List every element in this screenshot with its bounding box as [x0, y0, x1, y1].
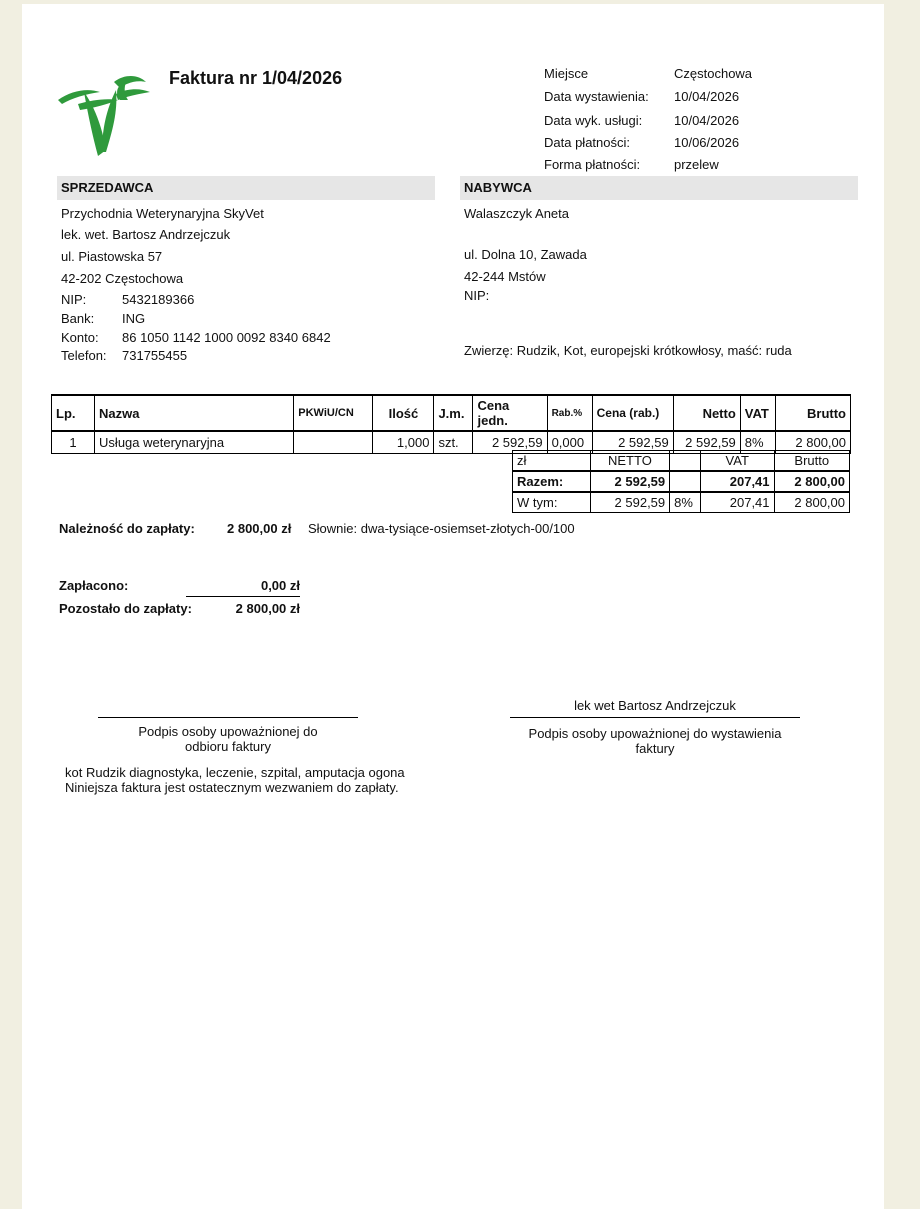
buyer-animal: Zwierzę: Rudzik, Kot, europejski krótkowłosy, maść: ruda	[464, 343, 792, 358]
col-pkwiu: PKWiU/CN	[294, 395, 373, 431]
summary-table	[512, 450, 850, 513]
col-name: Nazwa	[95, 395, 294, 431]
item-unit: szt.	[434, 431, 473, 454]
meta-label-payment-form: Forma płatności:	[544, 157, 641, 172]
invoice-title: Faktura nr 1/04/2026	[169, 68, 343, 88]
note-line-1: kot Rudzik diagnostyka, leczenie, szpital, amputacja ogona	[65, 765, 405, 780]
seller-bank: ING	[122, 311, 146, 326]
summary-currency: zł	[513, 451, 591, 472]
summary-breakdown-row	[513, 492, 850, 513]
item-vat: 8%	[740, 431, 775, 454]
left-signature-caption-1: Podpis osoby upoważnionej do	[138, 724, 318, 739]
left-signature-line	[98, 717, 358, 718]
note-line-2: Niniejsza faktura jest ostatecznym wezwaniem do zapłaty.	[65, 780, 399, 795]
right-signature-caption-2: faktury	[635, 741, 675, 756]
seller-phone-label: Telefon:	[61, 348, 107, 363]
summary-breakdown-label: W tym:	[513, 492, 591, 513]
seller-phone: 731755455	[122, 348, 188, 363]
seller-account: 86 1050 1142 1000 0092 8340 6842	[122, 330, 331, 345]
clinic-logo-icon	[58, 70, 152, 158]
remaining-label: Pozostało do zapłaty:	[59, 601, 192, 616]
summary-vat-header: VAT	[700, 451, 774, 472]
buyer-street: ul. Dolna 10, Zawada	[464, 247, 587, 262]
seller-person: lek. wet. Bartosz Andrzejczuk	[61, 227, 231, 242]
buyer-name: Walaszczyk Aneta	[464, 206, 570, 221]
item-price-disc: 2 592,59	[592, 431, 673, 454]
items-table	[51, 394, 851, 454]
item-gross: 2 800,00	[775, 431, 850, 454]
item-discount: 0,000	[547, 431, 592, 454]
meta-label-place: Miejsce	[544, 66, 589, 81]
due-amount: 2 800,00 zł	[227, 521, 292, 536]
item-pkwiu	[294, 431, 373, 454]
summary-gross-header: Brutto	[774, 451, 849, 472]
summary-total-label: Razem:	[513, 471, 591, 492]
item-unit-price: 2 592,59	[473, 431, 547, 454]
item-name: Usługa weterynaryjna	[95, 431, 294, 454]
summary-breakdown-rate: 8%	[670, 492, 701, 513]
paid-label: Zapłacono:	[59, 578, 129, 593]
buyer-heading: NABYWCA	[460, 176, 858, 200]
col-lp: Lp.	[52, 395, 95, 431]
right-signature-caption-1: Podpis osoby upoważnionej do wystawienia	[528, 726, 782, 741]
items-header-row	[52, 395, 851, 431]
seller-heading: SPRZEDAWCA	[57, 176, 435, 200]
remaining-amount: 2 800,00 zł	[235, 601, 300, 616]
paid-amount: 0,00 zł	[260, 578, 300, 593]
col-price-disc: Cena (rab.)	[592, 395, 673, 431]
col-net: Netto	[673, 395, 740, 431]
summary-rate-header	[670, 451, 701, 472]
meta-value-issue-date: 10/04/2026	[674, 89, 740, 104]
col-vat: VAT	[740, 395, 775, 431]
meta-value-service-date: 10/04/2026	[674, 113, 740, 128]
seller-city: 42-202 Częstochowa	[61, 271, 184, 286]
summary-breakdown-vat: 207,41	[700, 492, 774, 513]
summary-breakdown-gross: 2 800,00	[774, 492, 849, 513]
summary-total-vat: 207,41	[700, 471, 774, 492]
meta-value-place: Częstochowa	[674, 66, 753, 81]
summary-total-row	[513, 471, 850, 492]
right-signature-name: lek wet Bartosz Andrzejczuk	[574, 698, 736, 713]
col-unit-price: Cena jedn.	[473, 395, 547, 431]
seller-name: Przychodnia Weterynaryjna SkyVet	[61, 206, 264, 221]
summary-breakdown-net: 2 592,59	[590, 492, 669, 513]
item-qty: 1,000	[373, 431, 434, 454]
meta-value-payment-date: 10/06/2026	[674, 135, 740, 150]
meta-label-payment-date: Data płatności:	[544, 135, 630, 150]
due-words: Słownie: dwa-tysiące-osiemset-złotych-00/100	[308, 521, 575, 536]
seller-nip: 5432189366	[122, 292, 195, 307]
invoice-page	[22, 4, 884, 1209]
meta-label-service-date: Data wyk. usługi:	[544, 113, 643, 128]
summary-net-header: NETTO	[590, 451, 669, 472]
paid-underline	[186, 596, 300, 597]
meta-value-payment-form: przelew	[674, 157, 719, 172]
summary-total-net: 2 592,59	[590, 471, 669, 492]
col-qty: Ilość	[373, 395, 434, 431]
left-signature-caption-2: odbioru faktury	[185, 739, 271, 754]
right-signature-line	[510, 717, 800, 718]
seller-nip-label: NIP:	[61, 292, 87, 307]
summary-total-rate	[670, 471, 701, 492]
seller-account-label: Konto:	[61, 330, 99, 345]
seller-bank-label: Bank:	[61, 311, 95, 326]
due-label: Należność do zapłaty:	[59, 521, 195, 536]
buyer-city: 42-244 Mstów	[464, 269, 546, 284]
item-lp: 1	[52, 431, 95, 454]
item-net: 2 592,59	[673, 431, 740, 454]
buyer-nip-label: NIP:	[464, 288, 490, 303]
col-unit: J.m.	[434, 395, 473, 431]
col-gross: Brutto	[775, 395, 850, 431]
summary-header-row	[513, 451, 850, 472]
meta-label-issue-date: Data wystawienia:	[544, 89, 649, 104]
summary-total-gross: 2 800,00	[774, 471, 849, 492]
seller-street: ul. Piastowska 57	[61, 249, 163, 264]
col-discount: Rab.%	[547, 395, 592, 431]
